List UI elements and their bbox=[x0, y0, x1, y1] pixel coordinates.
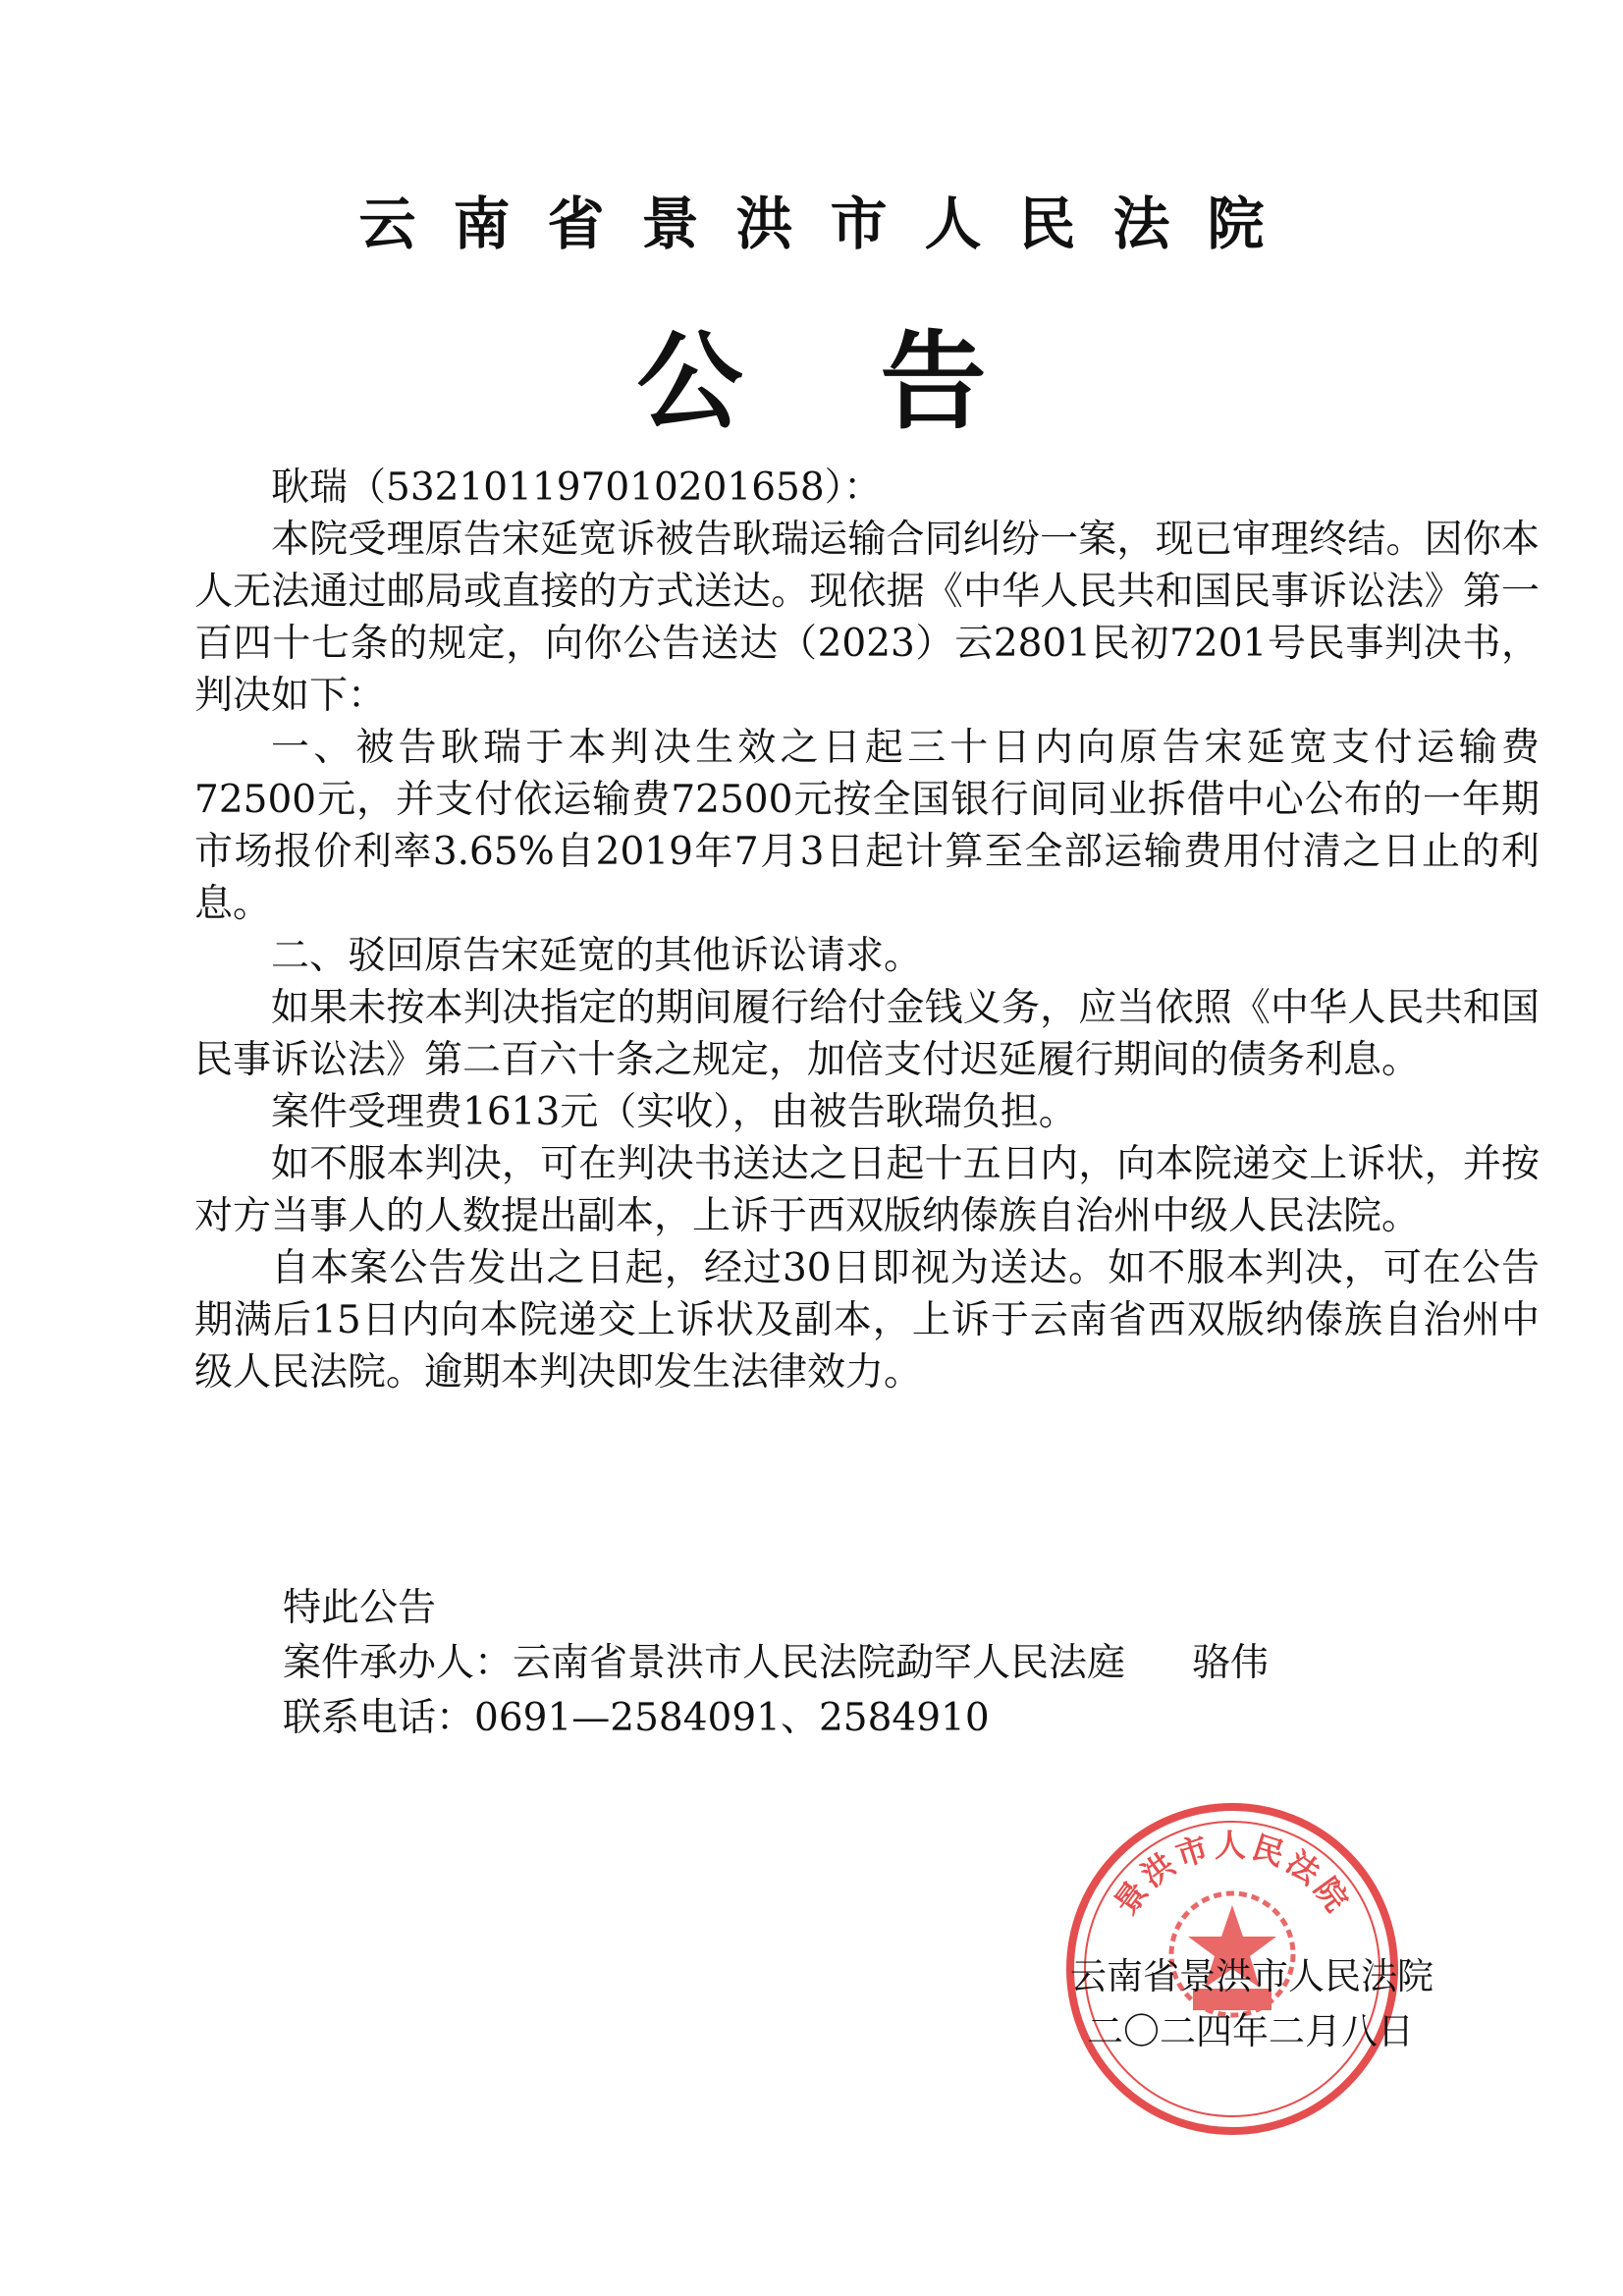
notice-paragraph: 本院受理原告宋延宽诉被告耿瑞运输合同纠纷一案，现已审理终结。因你本人无法通过邮局或直接的方式送达。现依据《中华人民共和国民事诉讼法》第一百四十七条的规定，向你公告送达（2023）云2801民初7201号民事判决书，判决如下： bbox=[194, 518, 1540, 718]
notice-paragraph: 自本案公告发出之日起，经过30日即视为送达。如不服本判决，可在公告期满后15日内向本院递交上诉状及副本，上诉于云南省西双版纳傣族自治州中级人民法院。逾期本判决即发生法律效力。 bbox=[194, 1246, 1540, 1394]
handler-name: 骆伟 bbox=[1192, 1641, 1270, 1685]
closing-line: 特此公告 bbox=[283, 1586, 437, 1630]
case-handler-line bbox=[283, 1636, 1559, 1691]
notice-title: 公告 bbox=[636, 321, 1124, 444]
contact-phone-line bbox=[283, 1691, 1559, 1746]
handler-org: 云南省景洪市人民法院勐罕人民法庭 bbox=[513, 1641, 1126, 1685]
signing-date: 二〇二四年二月八日 bbox=[1087, 2010, 1414, 2052]
notice-body bbox=[194, 462, 1540, 1398]
judgment-item-2: 二、驳回原告宋延宽的其他诉讼请求。 bbox=[271, 934, 923, 978]
notice-paragraph: 如果未按本判决指定的期间履行给付金钱义务，应当依照《中华人民共和国民事诉讼法》第二百六十条之规定，加倍支付迟延履行期间的债务利息。 bbox=[194, 986, 1540, 1082]
notice-paragraph: 如不服本判决，可在判决书送达之日起十五日内，向本院递交上诉状，并按对方当事人的人数提出副本，上诉于西双版纳傣族自治州中级人民法院。 bbox=[194, 1142, 1540, 1238]
notice-salutation: 耿瑞（532101197010201658）： bbox=[271, 465, 883, 510]
judgment-item-1: 一、被告耿瑞于本判决生效之日起三十日内向原告宋延宽支付运输费72500元，并支付依运输费72500元按全国银行间同业拆借中心公布的一年期市场报价利率3.65%自2019年7月3日起计算至全部运输费用付清之日止的利息。 bbox=[194, 726, 1540, 926]
notice-paragraph: 案件受理费1613元（实收），由被告耿瑞负担。 bbox=[271, 1090, 1077, 1134]
phone-numbers: 0691—2584091、2584910 bbox=[474, 1696, 990, 1740]
handler-label: 案件承办人： bbox=[283, 1641, 514, 1685]
court-name-heading: 云南省景洪市人民法院 bbox=[358, 191, 1302, 257]
signing-court: 云南省景洪市人民法院 bbox=[1070, 1955, 1434, 1997]
seal-text: 景洪市人民法院 bbox=[1107, 1827, 1358, 1922]
signature-block bbox=[992, 1949, 1434, 2059]
notice-footer bbox=[283, 1581, 1559, 1746]
phone-label: 联系电话： bbox=[283, 1696, 475, 1740]
